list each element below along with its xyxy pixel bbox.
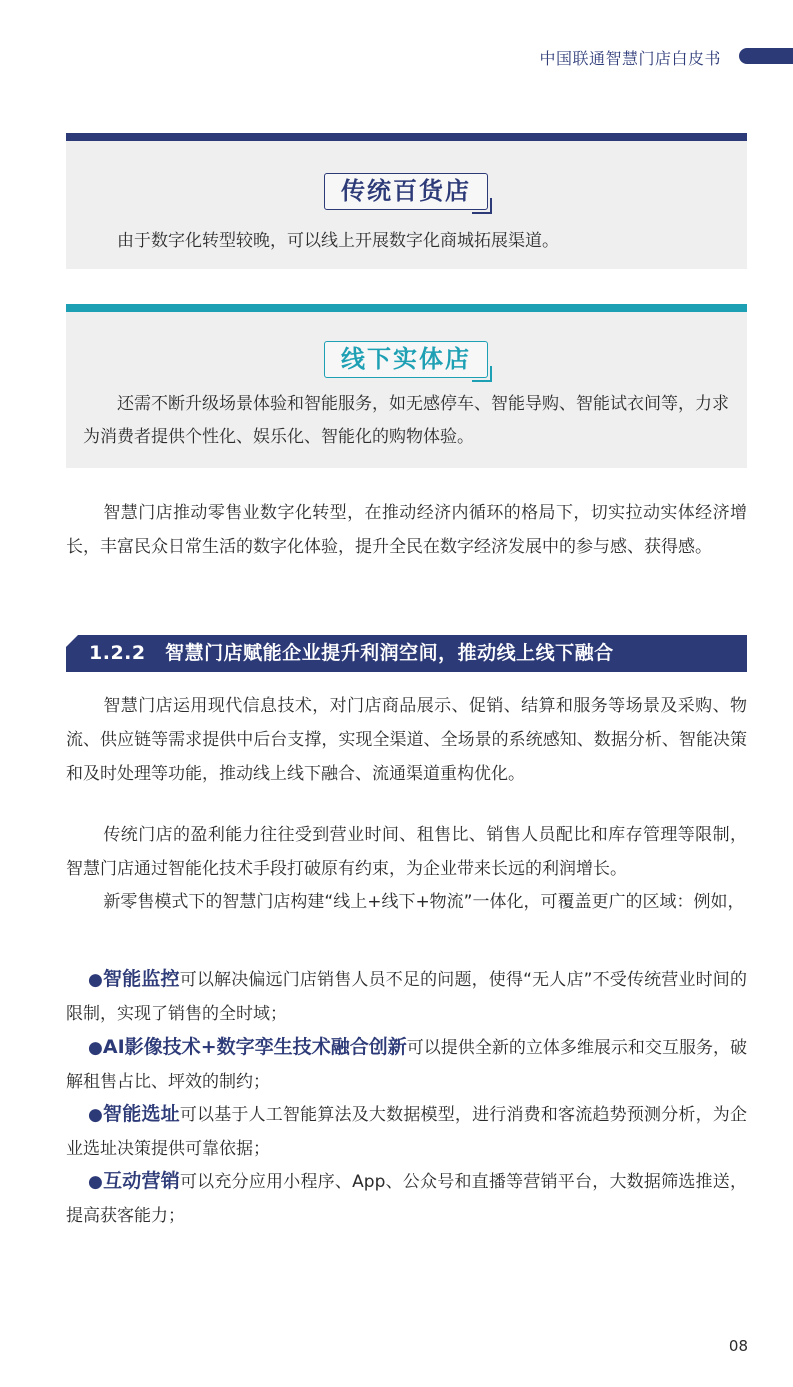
intro-paragraph: 智慧门店推动零售业数字化转型，在推动经济内循环的格局下，切实拉动实体经济增长，丰富民众日常生活的数字化体验，提升全民在数字经济发展中的参与感、获得感。 (66, 503, 747, 557)
bullet-dot-icon: ● (88, 1105, 104, 1125)
bullet-keyword: AI影像技术+数字孪生技术融合创新 (102, 1036, 407, 1058)
bullet-text: 可以基于人工智能算法及大数据模型，进行消费和客流趋势预测分析，为企业选址决策提供可靠依据； (66, 1105, 747, 1159)
box-top-bar (66, 304, 747, 312)
section-heading-bar (66, 635, 747, 672)
page-number: 08 (728, 1337, 748, 1355)
bullet-dot-icon: ● (88, 970, 104, 990)
department-store-box (66, 133, 747, 269)
offline-store-box (66, 304, 747, 468)
box-title-tag: 线下实体店 (324, 341, 488, 378)
bullet-keyword: 智能选址 (103, 1103, 180, 1125)
bullet-item (66, 1164, 747, 1233)
bullet-keyword: 互动营销 (103, 1170, 180, 1192)
bullet-text: 可以解决偏远门店销售人员不足的问题，使得“无人店”不受传统营业时间的限制，实现了销售的全时域； (66, 970, 747, 1024)
header-decoration-tab (739, 48, 793, 64)
bullet-item (66, 1097, 747, 1166)
document-header-title: 中国联通智慧门店白皮书 (539, 49, 721, 68)
bullet-dot-icon: ● (88, 1038, 103, 1058)
bullet-item (66, 962, 747, 1031)
box-title-tag: 传统百货店 (324, 173, 488, 210)
body-paragraph: 新零售模式下的智慧门店构建“线上+线下+物流”一体化，可覆盖更广的区域：例如， (103, 892, 745, 912)
section-heading: 1.2.2 智慧门店赋能企业提升利润空间，推动线上线下融合 (89, 642, 614, 664)
bullet-keyword: 智能监控 (103, 968, 180, 990)
body-paragraph: 智慧门店运用现代信息技术，对门店商品展示、促销、结算和服务等场景及采购、物流、供应链等需求提供中后台支撑，实现全渠道、全场景的系统感知、数据分析、智能决策和及时处理等功能，推动线上线下融合、流通渠道重构优化。 (66, 696, 747, 784)
bullet-item (66, 1030, 747, 1099)
body-paragraph: 传统门店的盈利能力往往受到营业时间、租售比、销售人员配比和库存管理等限制，智慧门店通过智能化技术手段打破原有约束，为企业带来长远的利润增长。 (66, 825, 747, 879)
bullet-dot-icon: ● (88, 1172, 104, 1192)
box-description: 还需不断升级场景体验和智能服务，如无感停车、智能导购、智能试衣间等，力求为消费者提供个性化、娱乐化、智能化的购物体验。 (83, 394, 729, 447)
bullet-text: 可以充分应用小程序、App、公众号和直播等营销平台，大数据筛选推送，提高获客能力； (66, 1172, 747, 1226)
box-top-bar (66, 133, 747, 141)
box-description: 由于数字化转型较晚，可以线上开展数字化商城拓展渠道。 (117, 231, 559, 251)
bullet-text: 可以提供全新的立体多维展示和交互服务，破解租售占比、坪效的制约； (66, 1038, 748, 1092)
